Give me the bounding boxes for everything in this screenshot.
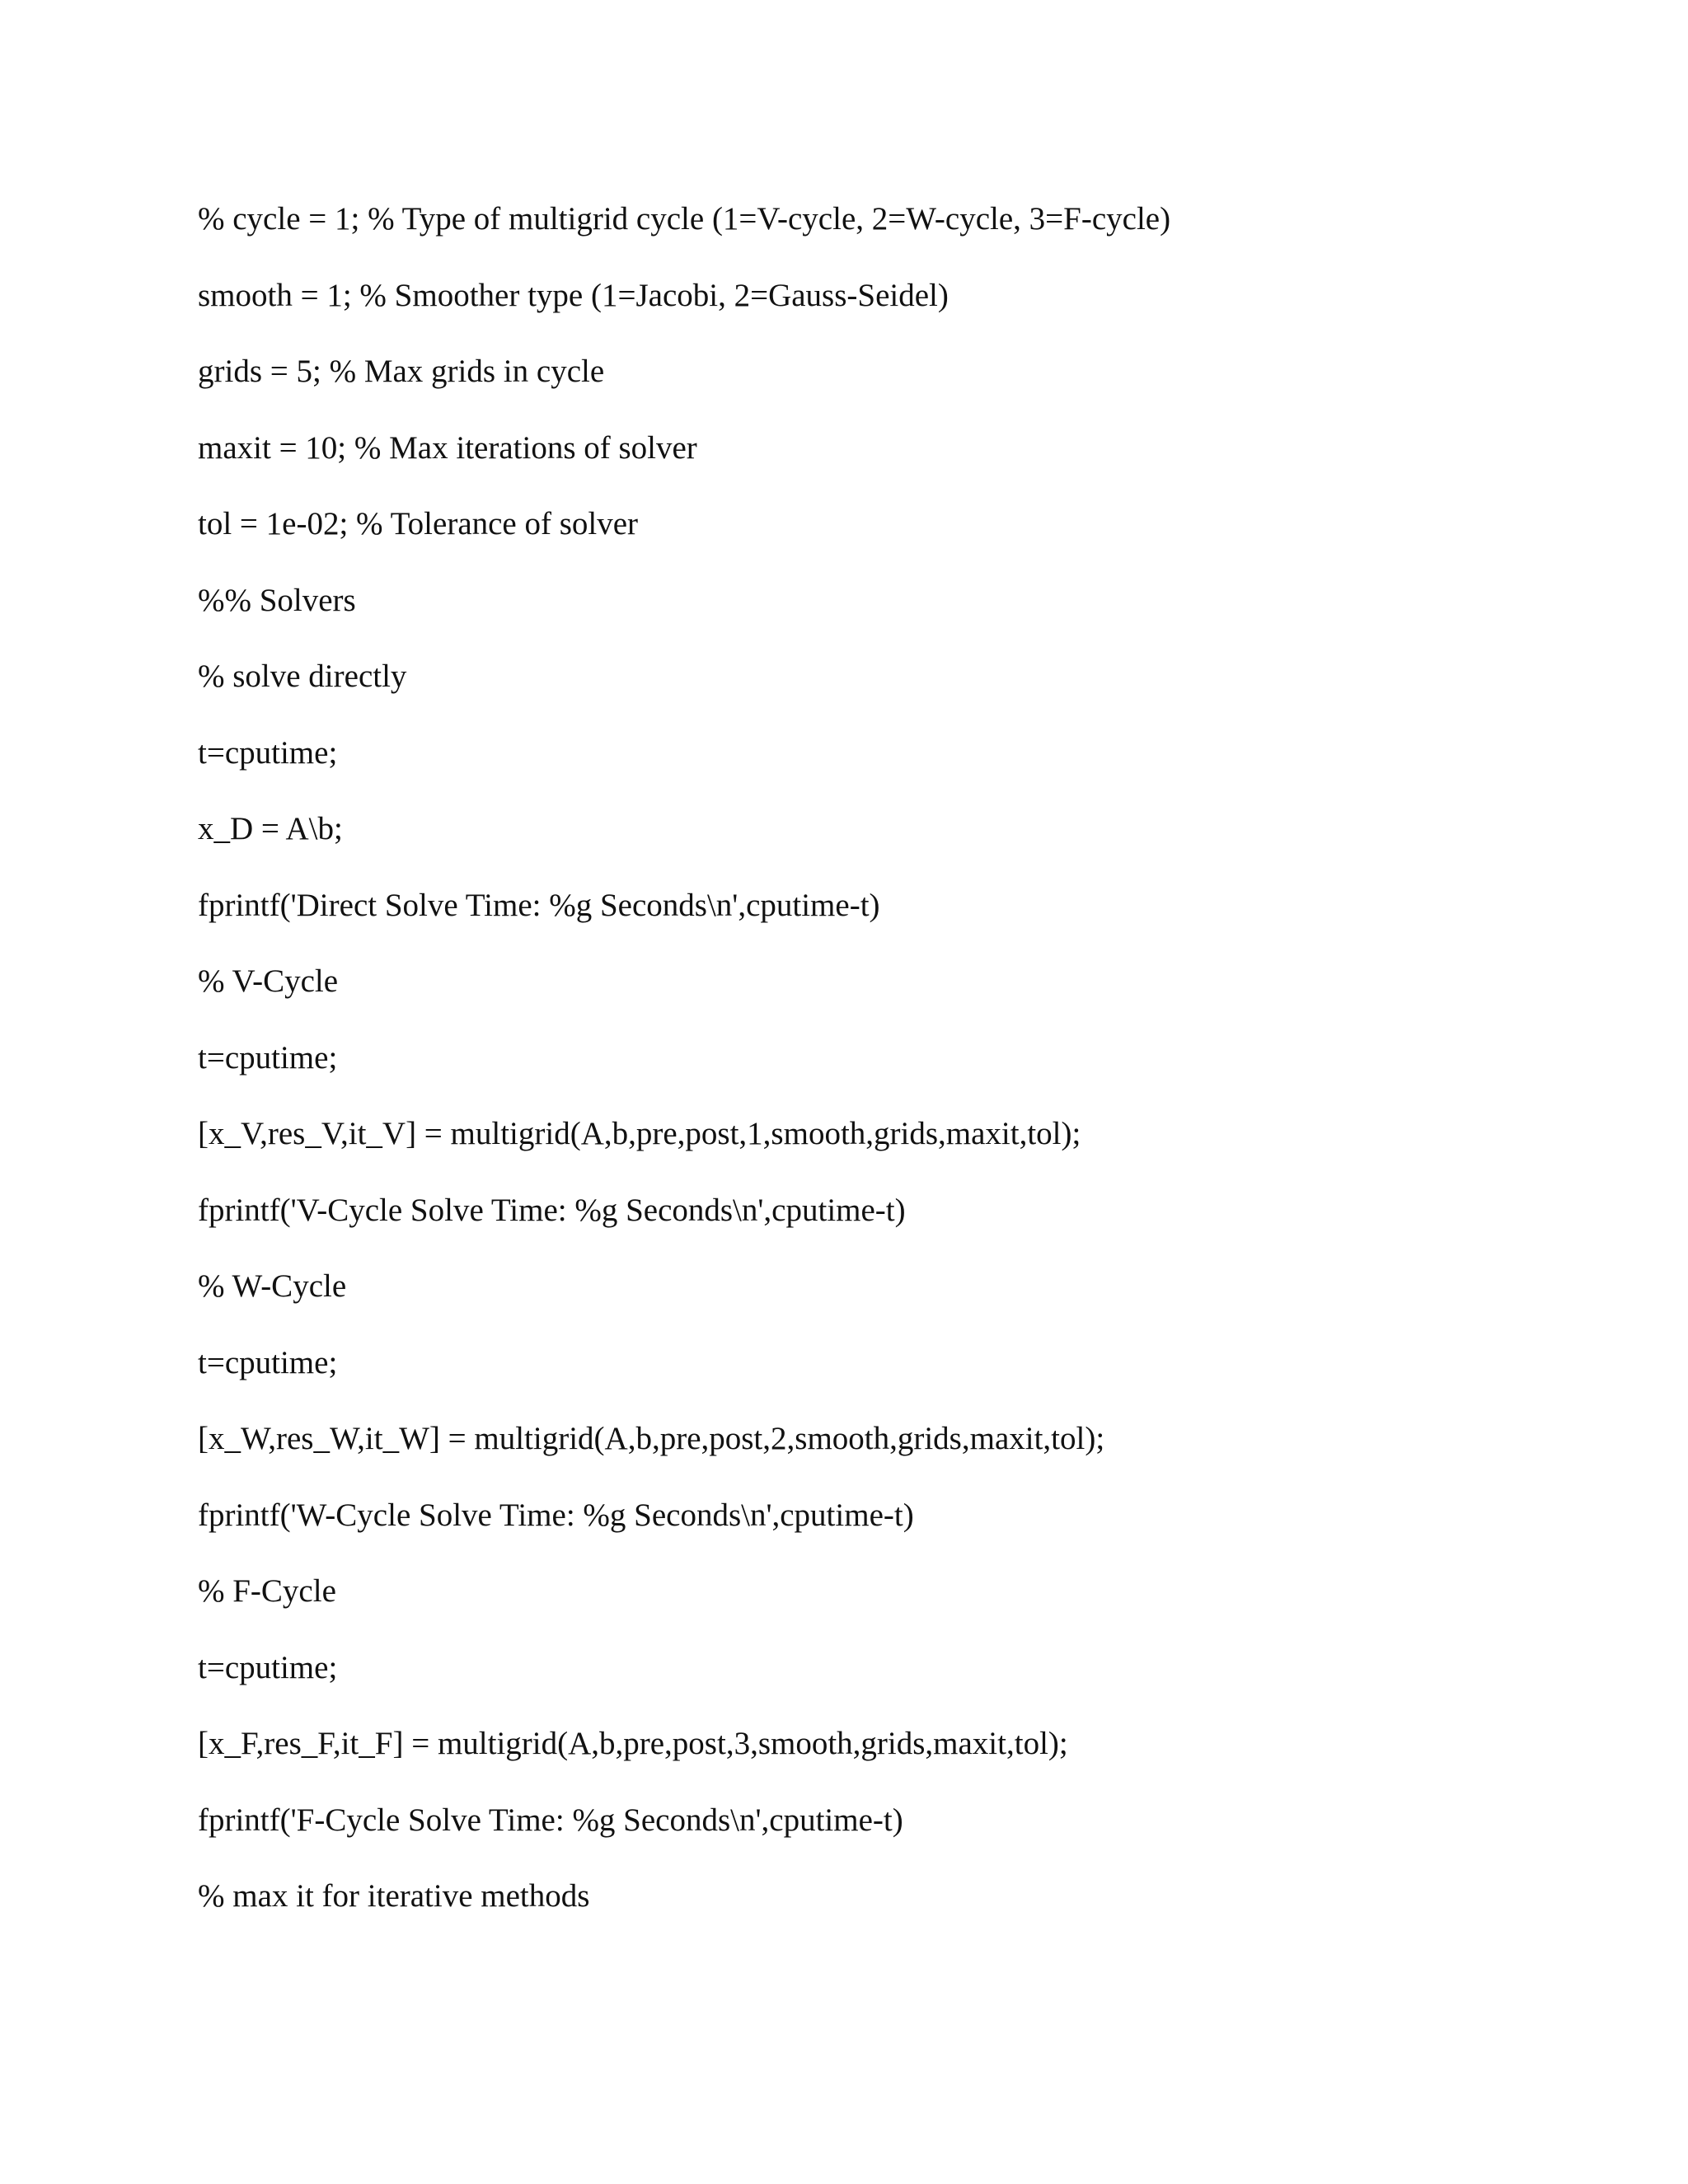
- code-listing: [198, 196, 1170, 1950]
- code-line-fprintf-w: fprintf('W-Cycle Solve Time: %g Seconds\n',cputime-t): [198, 1497, 914, 1533]
- code-line-cputime-v: t=cputime;: [198, 1039, 338, 1076]
- code-line-multigrid-v: [x_V,res_V,it_V] = multigrid(A,b,pre,post,1,smooth,grids,maxit,tol);: [198, 1116, 1081, 1151]
- code-line-cputime-f: t=cputime;: [198, 1649, 338, 1685]
- code-line-grids: grids = 5; % Max grids in cycle: [198, 354, 605, 389]
- code-line-fprintf-f: fprintf('F-Cycle Solve Time: %g Seconds\n',cputime-t): [198, 1802, 903, 1838]
- code-line-multigrid-w: [x_W,res_W,it_W] = multigrid(A,b,pre,post,2,smooth,grids,maxit,tol);: [198, 1421, 1105, 1456]
- code-line-tol: tol = 1e-02; % Tolerance of solver: [198, 506, 639, 541]
- code-line-vcycle-comment: % V-Cycle: [198, 963, 339, 999]
- code-line-cputime-w: t=cputime;: [198, 1344, 338, 1380]
- code-line-fprintf-direct: fprintf('Direct Solve Time: %g Seconds\n',cputime-t): [198, 887, 880, 923]
- code-line-fcycle-comment: % F-Cycle: [198, 1573, 336, 1609]
- code-line-cputime-direct: t=cputime;: [198, 734, 338, 771]
- code-line-max-it-comment: % max it for iterative methods: [198, 1878, 590, 1914]
- code-line-direct-solve: x_D = A\b;: [198, 811, 343, 846]
- code-line-multigrid-f: [x_F,res_F,it_F] = multigrid(A,b,pre,post,3,smooth,grids,maxit,tol);: [198, 1726, 1068, 1761]
- code-line-cycle-comment: % cycle = 1; % Type of multigrid cycle (1=V-cycle, 2=W-cycle, 3=F-cycle): [198, 201, 1171, 237]
- code-line-smooth: smooth = 1; % Smoother type (1=Jacobi, 2=Gauss-Seidel): [198, 277, 949, 313]
- code-line-fprintf-v: fprintf('V-Cycle Solve Time: %g Seconds\n',cputime-t): [198, 1192, 906, 1228]
- code-line-wcycle-comment: % W-Cycle: [198, 1268, 347, 1304]
- code-line-solve-directly-comment: % solve directly: [198, 658, 407, 694]
- code-line-maxit: maxit = 10; % Max iterations of solver: [198, 429, 697, 466]
- code-line-solvers-section: %% Solvers: [198, 582, 356, 618]
